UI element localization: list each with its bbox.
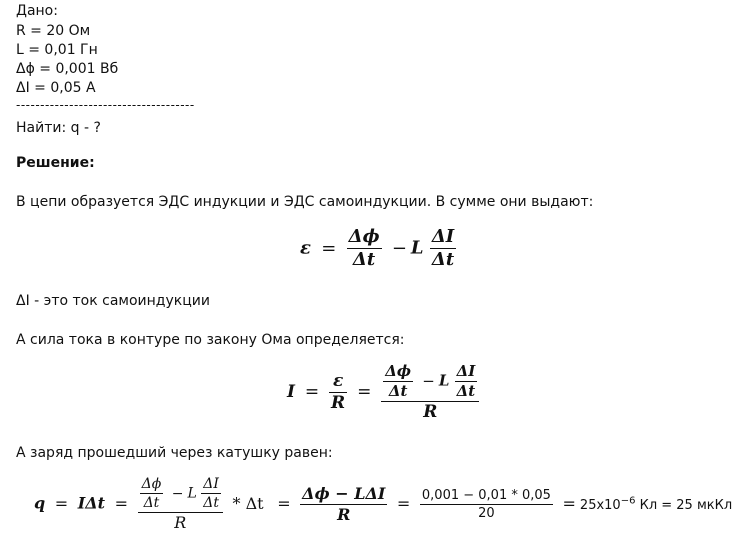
- equals-sign: =: [304, 382, 320, 402]
- fraction-denominator: Δt: [456, 382, 476, 400]
- fraction-numerator: Δϕ: [141, 476, 162, 492]
- fraction-numerator: Δϕ: [385, 362, 412, 380]
- equals-sign: =: [277, 493, 291, 513]
- given-inductance: L = 0,01 Гн: [16, 42, 98, 58]
- given-heading: Дано:: [16, 3, 58, 19]
- separator: -------------------------------------: [16, 98, 195, 112]
- compound-fraction: [138, 477, 223, 531]
- current-rate-fraction: [201, 477, 221, 510]
- compound-fraction: [381, 364, 479, 421]
- inductance-symbol: L: [438, 371, 450, 390]
- inductance-symbol: L: [410, 237, 424, 259]
- fraction-numerator: ΔI: [203, 476, 219, 492]
- fraction-numerator: 0,001 − 0,01 * 0,05: [421, 487, 551, 503]
- given-flux-change: Δϕ = 0,001 Вб: [16, 61, 119, 77]
- fraction-denominator: Δt: [203, 495, 219, 511]
- formula-charge: [34, 477, 732, 531]
- times-delta-t: * Δt: [232, 493, 264, 513]
- solution-paragraph-2: ΔI - это ток самоиндукции: [16, 293, 210, 309]
- solution-heading: Решение:: [16, 155, 95, 171]
- inductance-symbol: L: [187, 485, 197, 502]
- emf-over-resistance-fraction: [329, 373, 347, 412]
- solution-paragraph-3: А сила тока в контуре по закону Ома определяется:: [16, 332, 405, 348]
- result-exponent: −6: [620, 495, 636, 507]
- formula-ohm-law: [287, 364, 479, 421]
- minus-sign: −: [171, 485, 184, 502]
- equals-sign: =: [396, 493, 411, 513]
- emf-symbol: ε: [300, 237, 311, 259]
- fraction-denominator: Δt: [431, 249, 455, 270]
- equals-sign: =: [357, 382, 372, 402]
- find-label: Найти: q - ?: [16, 120, 101, 136]
- given-resistance: R = 20 Ом: [16, 23, 91, 39]
- solution-paragraph-4: А заряд прошедший через катушку равен:: [16, 445, 333, 461]
- minus-sign: −: [391, 237, 407, 259]
- fraction-denominator: R: [174, 513, 187, 532]
- fraction-denominator: Δt: [388, 382, 408, 400]
- equals-sign: =: [562, 493, 576, 513]
- current-symbol: I: [287, 382, 295, 402]
- fraction-numerator: Δϕ: [348, 226, 380, 247]
- simplified-fraction: [300, 483, 387, 524]
- equals-sign: =: [321, 237, 337, 259]
- formula-emf: [300, 228, 456, 269]
- current-rate-fraction: [455, 364, 478, 399]
- charge-symbol: q: [34, 493, 46, 513]
- fraction-denominator: R: [423, 402, 438, 422]
- fraction-denominator: Δt: [352, 249, 376, 270]
- flux-rate-fraction: [383, 364, 413, 399]
- fraction-numerator: ε: [332, 371, 344, 391]
- minus-sign: −: [422, 371, 435, 390]
- result-value: [579, 495, 733, 513]
- compound-numerator: [381, 364, 479, 401]
- equals-sign: =: [54, 493, 69, 513]
- flux-rate-fraction: [140, 477, 164, 510]
- fraction-numerator: ΔI: [456, 362, 476, 380]
- fraction-denominator: R: [331, 393, 346, 413]
- fraction-numerator: ΔI: [431, 226, 455, 247]
- current-time-product: IΔt: [77, 493, 106, 513]
- fraction-denominator: 20: [478, 505, 495, 521]
- flux-rate-fraction: [347, 228, 382, 269]
- compound-numerator: [138, 477, 223, 512]
- result-base: 25x10: [579, 497, 621, 513]
- fraction-numerator: Δϕ − LΔI: [302, 483, 386, 503]
- solution-paragraph-1: В цепи образуется ЭДС индукции и ЭДС самоиндукции. В сумме они выдают:: [16, 194, 594, 210]
- numeric-fraction: [420, 489, 553, 520]
- fraction-denominator: Δt: [143, 495, 160, 511]
- current-rate-fraction: [430, 228, 456, 269]
- result-unit: Кл = 25 мкКл: [635, 497, 733, 513]
- fraction-denominator: R: [337, 504, 351, 524]
- given-current-change: ΔI = 0,05 A: [16, 80, 96, 96]
- equals-sign: =: [114, 493, 129, 513]
